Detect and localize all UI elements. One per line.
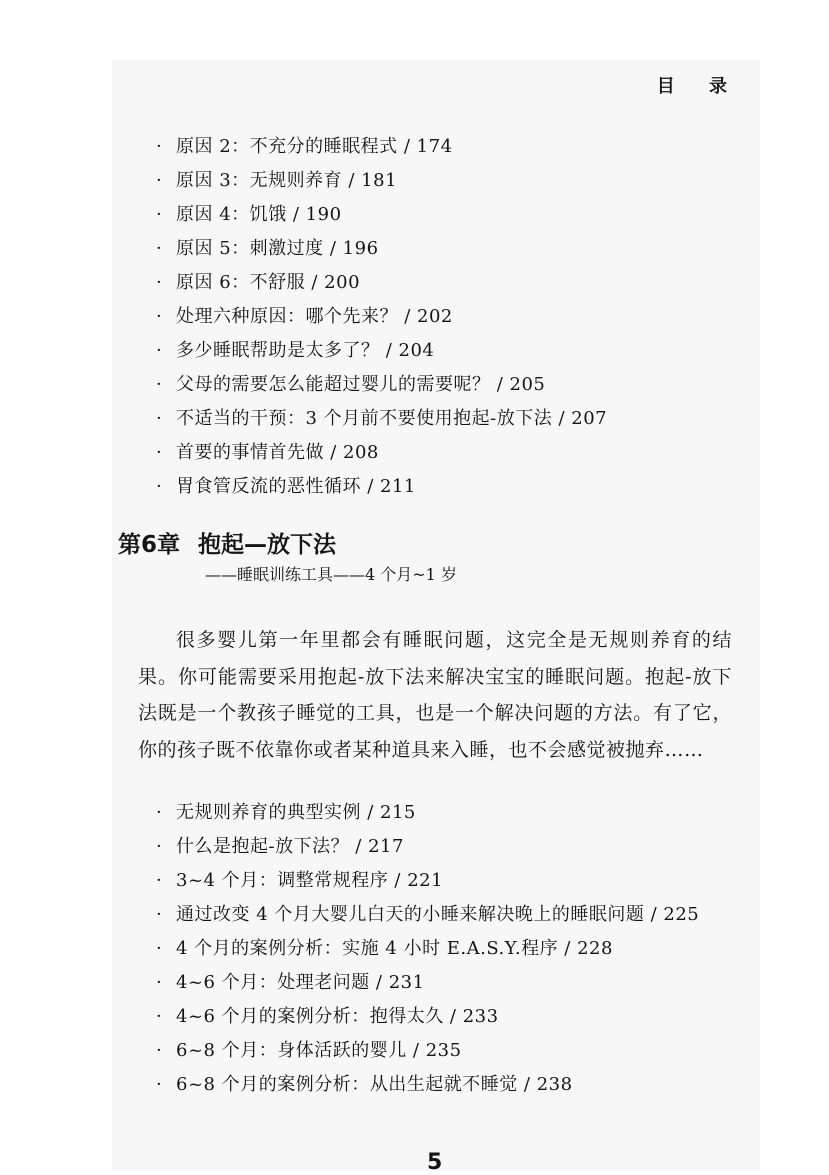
bullet: · <box>156 904 163 925</box>
toc-entry-text: 胃食管反流的恶性循环 / 211 <box>176 476 416 497</box>
toc-entry[interactable] <box>156 300 607 334</box>
toc-entry[interactable] <box>156 1000 699 1034</box>
bullet: · <box>156 476 163 497</box>
toc-entry[interactable] <box>156 1068 699 1102</box>
bullet: · <box>156 136 163 157</box>
bullet: · <box>156 306 163 327</box>
bullet: · <box>156 374 163 395</box>
toc-entry-text: 原因 5：刺激过度 / 196 <box>176 238 379 259</box>
toc-entry-text: 4~6 个月的案例分析：抱得太久 / 233 <box>176 1006 499 1027</box>
bullet: · <box>156 1074 163 1095</box>
toc-entry-text: 首要的事情首先做 / 208 <box>176 442 379 463</box>
toc-entry-text: 3~4 个月：调整常规程序 / 221 <box>176 870 444 891</box>
bullet: · <box>156 836 163 857</box>
toc-entry-text: 什么是抱起-放下法？ / 217 <box>176 836 404 857</box>
bullet: · <box>156 170 163 191</box>
chapter-subtitle: ——睡眠训练工具——4 个月~1 岁 <box>205 565 457 584</box>
bullet: · <box>156 870 163 891</box>
toc-entry[interactable] <box>156 266 607 300</box>
toc-entry[interactable] <box>156 932 699 966</box>
bullet: · <box>156 238 163 259</box>
toc-entry[interactable] <box>156 470 607 504</box>
toc-entry[interactable] <box>156 898 699 932</box>
bullet: · <box>156 1006 163 1027</box>
toc-entry-text: 原因 4：饥饿 / 190 <box>176 204 342 225</box>
toc-list-bottom <box>156 796 699 1102</box>
running-head: 目 录 <box>656 76 741 97</box>
bullet: · <box>156 938 163 959</box>
bullet: · <box>156 408 163 429</box>
toc-entry[interactable] <box>156 164 607 198</box>
toc-entry-text: 原因 3：无规则养育 / 181 <box>176 170 398 191</box>
toc-entry-text: 6~8 个月的案例分析：从出生起就不睡觉 / 238 <box>176 1074 573 1095</box>
toc-entry-text: 不适当的干预：3 个月前不要使用抱起-放下法 / 207 <box>176 408 608 429</box>
chapter-heading[interactable] <box>118 526 336 559</box>
toc-entry-text: 原因 2：不充分的睡眠程式 / 174 <box>176 136 453 157</box>
chapter-number: 第6章 <box>118 532 181 558</box>
bullet: · <box>156 204 163 225</box>
toc-entry[interactable] <box>156 402 607 436</box>
bullet: · <box>156 340 163 361</box>
chapter-title: 抱起—放下法 <box>198 532 337 558</box>
bullet: · <box>156 1040 163 1061</box>
bullet: · <box>156 272 163 293</box>
toc-entry[interactable] <box>156 796 699 830</box>
chapter-intro-paragraph: 很多婴儿第一年里都会有睡眠问题，这完全是无规则养育的结果。你可能需要采用抱起-放下法来解决宝宝的睡眠问题。抱起-放下法既是一个教孩子睡觉的工具，也是一个解决问题的方法。有了它，你的孩子既不依靠你或者某种道具来入睡，也不会感觉被抛弃…… <box>138 629 732 761</box>
toc-entry-text: 无规则养育的典型实例 / 215 <box>176 802 416 823</box>
bullet: · <box>156 802 163 823</box>
bullet: · <box>156 972 163 993</box>
toc-entry[interactable] <box>156 198 607 232</box>
toc-entry[interactable] <box>156 436 607 470</box>
toc-entry[interactable] <box>156 232 607 266</box>
toc-entry[interactable] <box>156 864 699 898</box>
toc-entry-text: 4 个月的案例分析：实施 4 小时 E.A.S.Y.程序 / 228 <box>176 938 613 959</box>
toc-entry[interactable] <box>156 966 699 1000</box>
toc-entry[interactable] <box>156 368 607 402</box>
toc-entry-text: 通过改变 4 个月大婴儿白天的小睡来解决晚上的睡眠问题 / 225 <box>176 904 700 925</box>
toc-list-top <box>156 130 607 504</box>
toc-entry-text: 6~8 个月：身体活跃的婴儿 / 235 <box>176 1040 462 1061</box>
toc-entry[interactable] <box>156 830 699 864</box>
toc-entry[interactable] <box>156 334 607 368</box>
toc-entry-text: 处理六种原因：哪个先来？ / 202 <box>176 306 453 327</box>
toc-entry-text: 原因 6：不舒服 / 200 <box>176 272 361 293</box>
bullet: · <box>156 442 163 463</box>
toc-entry[interactable] <box>156 130 607 164</box>
toc-entry-text: 多少睡眠帮助是太多了？ / 204 <box>176 340 435 361</box>
toc-entry-text: 父母的需要怎么能超过婴儿的需要呢？ / 205 <box>176 374 546 395</box>
page-number: 5 <box>427 1150 443 1175</box>
toc-entry[interactable] <box>156 1034 699 1068</box>
toc-entry-text: 4~6 个月：处理老问题 / 231 <box>176 972 425 993</box>
